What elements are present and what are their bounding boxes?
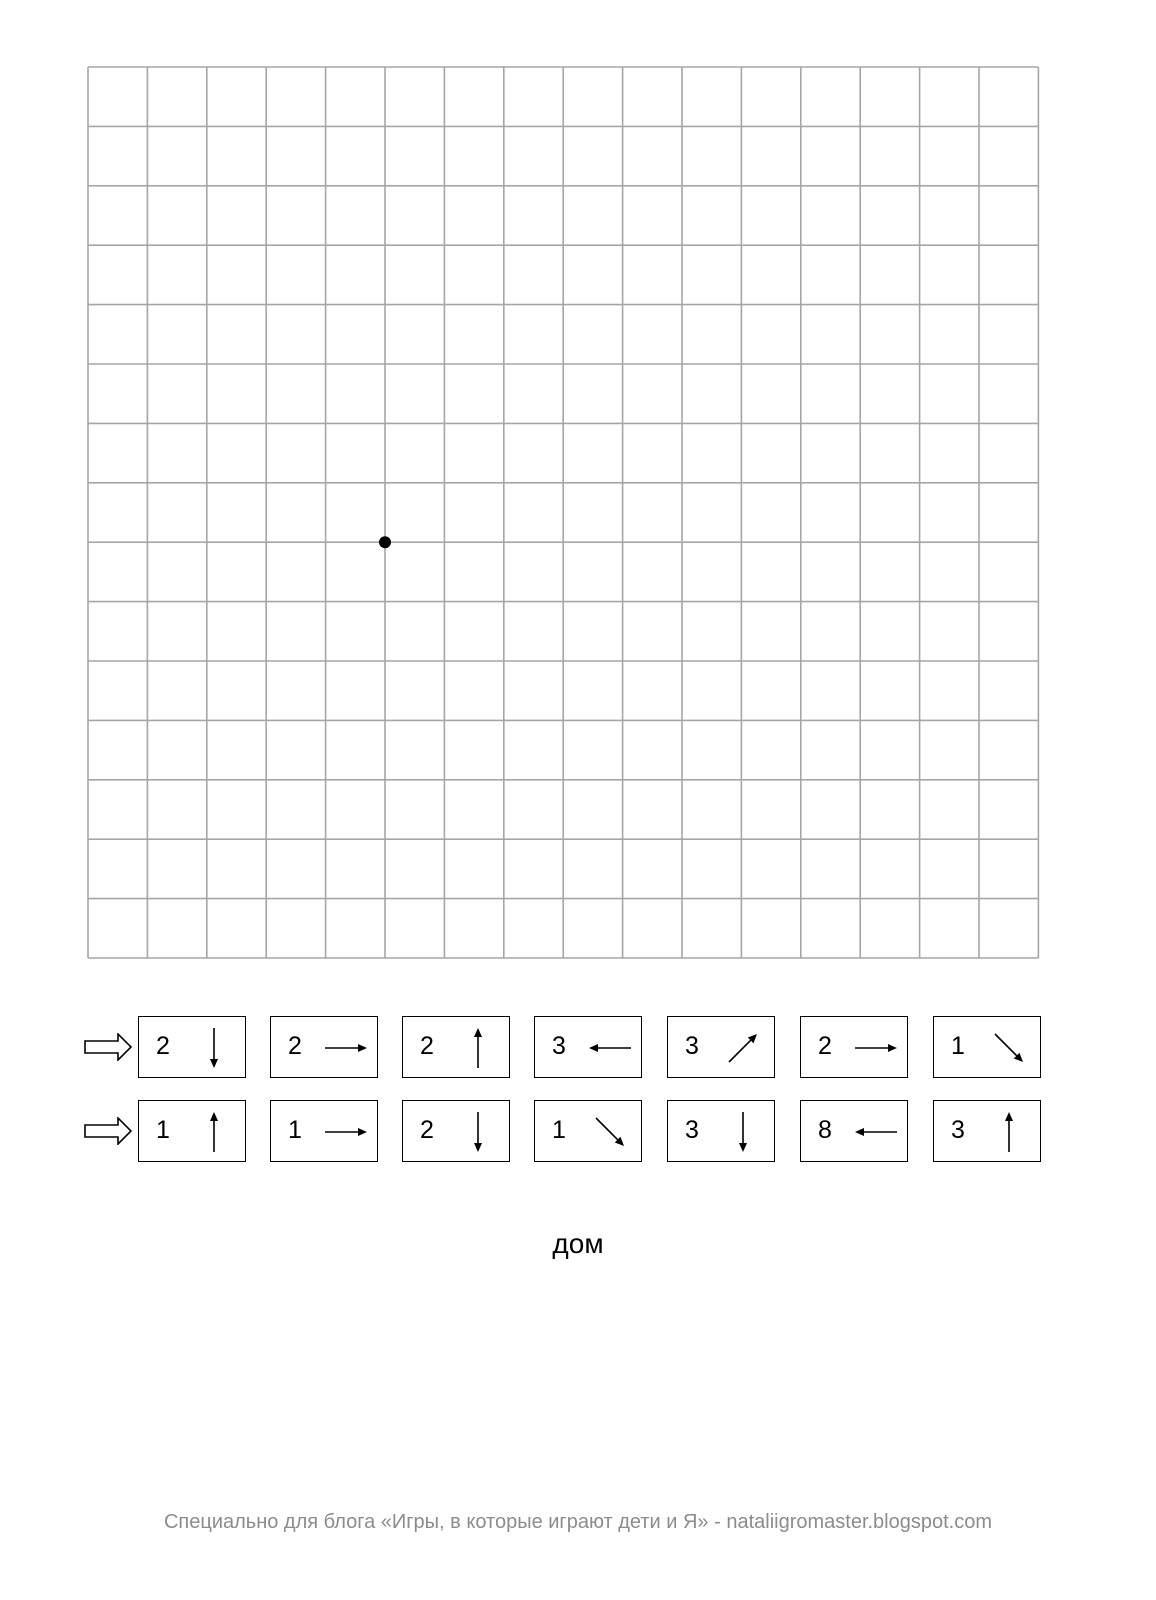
worksheet-title: дом [552, 1228, 604, 1259]
instruction-card [534, 1100, 642, 1162]
instruction-card [270, 1016, 378, 1078]
instruction-card [402, 1016, 510, 1078]
instruction-card [933, 1016, 1041, 1078]
direction-arrow-right-icon [851, 1023, 901, 1073]
direction-arrow-right-icon [321, 1107, 371, 1157]
row-marker-hollow-arrow-icon [84, 1033, 132, 1061]
step-count: 1 [951, 1032, 965, 1060]
step-count: 3 [552, 1032, 566, 1060]
direction-arrow-up-icon [453, 1023, 503, 1073]
instruction-card [270, 1100, 378, 1162]
step-count: 8 [818, 1116, 832, 1144]
direction-arrow-down-icon [189, 1023, 239, 1073]
direction-arrow-up-icon [984, 1107, 1034, 1157]
instruction-card [800, 1100, 908, 1162]
instruction-card [667, 1100, 775, 1162]
direction-arrow-up-right-icon [718, 1023, 768, 1073]
direction-arrow-right-icon [321, 1023, 371, 1073]
start-point-dot [379, 536, 391, 548]
step-count: 2 [156, 1032, 170, 1060]
direction-arrow-down-icon [718, 1107, 768, 1157]
direction-arrow-down-right-icon [984, 1023, 1034, 1073]
step-count: 2 [818, 1032, 832, 1060]
step-count: 2 [420, 1116, 434, 1144]
direction-arrow-left-icon [585, 1023, 635, 1073]
instruction-card [667, 1016, 775, 1078]
instruction-card [933, 1100, 1041, 1162]
step-count: 1 [156, 1116, 170, 1144]
instruction-card [534, 1016, 642, 1078]
direction-arrow-down-right-icon [585, 1107, 635, 1157]
direction-arrow-up-icon [189, 1107, 239, 1157]
step-count: 3 [951, 1116, 965, 1144]
step-count: 1 [288, 1116, 302, 1144]
instruction-card [800, 1016, 908, 1078]
row-marker-hollow-arrow-icon [84, 1117, 132, 1145]
direction-arrow-left-icon [851, 1107, 901, 1157]
instruction-card [138, 1100, 246, 1162]
direction-arrow-down-icon [453, 1107, 503, 1157]
step-count: 1 [552, 1116, 566, 1144]
instruction-card [402, 1100, 510, 1162]
step-count: 2 [420, 1032, 434, 1060]
step-count: 3 [685, 1116, 699, 1144]
step-count: 3 [685, 1032, 699, 1060]
step-count: 2 [288, 1032, 302, 1060]
footer-credit: Специально для блога «Игры, в которые играют дети и Я» - nataliigromaster.blogspot.com [163, 1511, 993, 1533]
instruction-card [138, 1016, 246, 1078]
